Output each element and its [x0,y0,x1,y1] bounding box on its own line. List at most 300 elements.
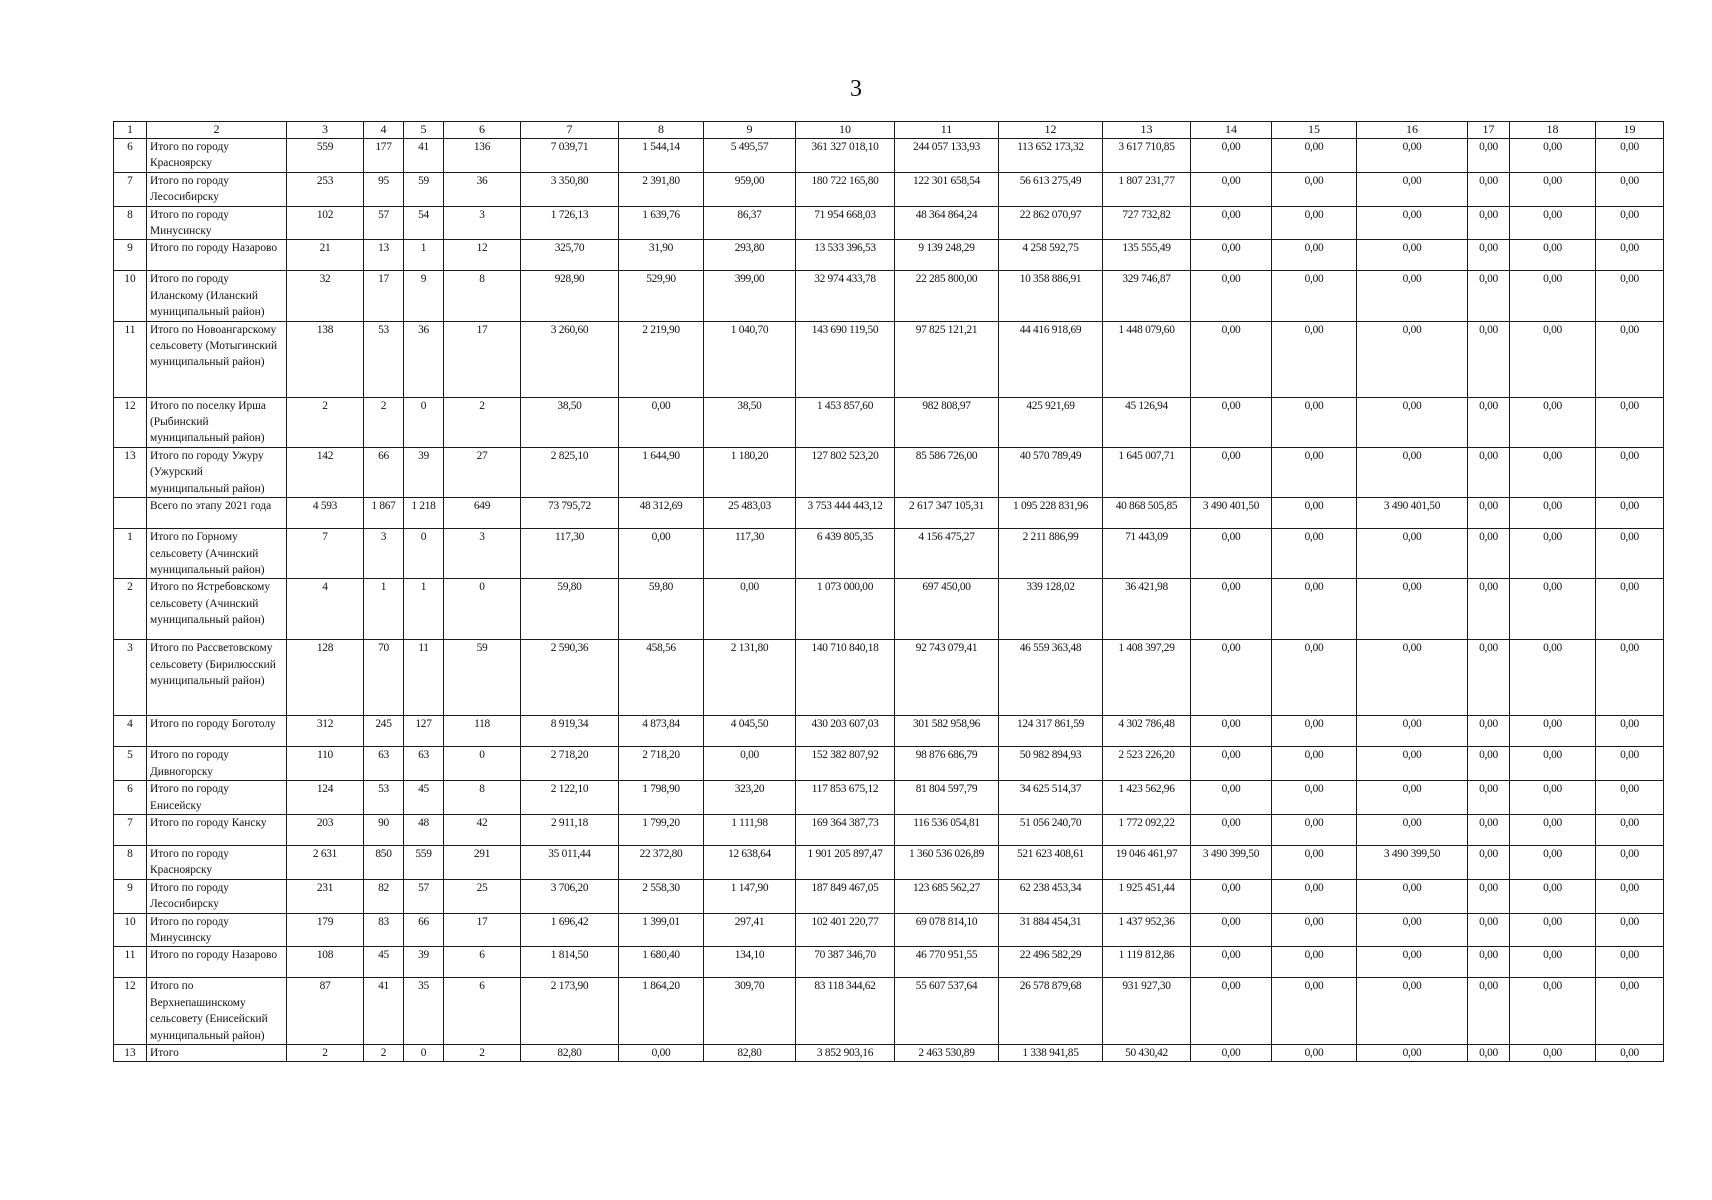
cell-col-8: 0,00 [619,1045,704,1062]
cell-col-12: 113 652 173,32 [999,139,1103,173]
column-header-10: 10 [796,122,895,139]
table-row [114,447,1664,497]
cell-col-9: 959,00 [704,172,796,206]
cell-col-16: 0,00 [1357,397,1468,447]
cell-col-6: 118 [444,716,521,747]
table-row [114,814,1664,845]
cell-col-3: 312 [287,716,364,747]
cell-col-14: 0,00 [1191,716,1272,747]
table-row [114,397,1664,447]
cell-col-19: 0,00 [1596,913,1664,947]
cell-col-15: 0,00 [1272,845,1357,879]
cell-col-7: 2 173,90 [521,978,619,1045]
row-number: 12 [114,397,147,447]
row-number: 1 [114,529,147,579]
column-header-16: 16 [1357,122,1468,139]
cell-col-8: 1 544,14 [619,139,704,173]
cell-col-3: 108 [287,947,364,978]
row-name: Итого [147,1045,287,1062]
cell-col-16: 0,00 [1357,879,1468,913]
table-row [114,978,1664,1045]
cell-col-4: 177 [364,139,404,173]
cell-col-12: 10 358 886,91 [999,271,1103,321]
row-name: Итого по Ястребовскому сельсовету (Ачинский муниципальный район) [147,579,287,640]
row-number: 5 [114,747,147,781]
cell-col-17: 0,00 [1468,879,1510,913]
cell-col-10: 83 118 344,62 [796,978,895,1045]
cell-col-12: 124 317 861,59 [999,716,1103,747]
cell-col-12: 22 862 070,97 [999,206,1103,240]
cell-col-6: 3 [444,206,521,240]
cell-col-11: 1 360 536 026,89 [895,845,999,879]
cell-col-5: 48 [404,814,444,845]
cell-col-9: 1 111,98 [704,814,796,845]
cell-col-11: 69 078 814,10 [895,913,999,947]
cell-col-16: 0,00 [1357,240,1468,271]
row-name: Итого по городу Ужуру (Ужурский муниципальный район) [147,447,287,497]
cell-col-3: 138 [287,321,364,397]
table-row [114,913,1664,947]
cell-col-12: 22 496 582,29 [999,947,1103,978]
cell-col-5: 559 [404,845,444,879]
cell-col-19: 0,00 [1596,240,1664,271]
cell-col-17: 0,00 [1468,397,1510,447]
table-body [114,139,1664,1062]
cell-col-10: 361 327 018,10 [796,139,895,173]
cell-col-8: 2 718,20 [619,747,704,781]
cell-col-17: 0,00 [1468,172,1510,206]
cell-col-11: 97 825 121,21 [895,321,999,397]
cell-col-17: 0,00 [1468,781,1510,815]
cell-col-6: 2 [444,397,521,447]
cell-col-10: 32 974 433,78 [796,271,895,321]
cell-col-19: 0,00 [1596,579,1664,640]
cell-col-5: 39 [404,947,444,978]
cell-col-14: 0,00 [1191,206,1272,240]
cell-col-5: 57 [404,879,444,913]
cell-col-18: 0,00 [1510,529,1596,579]
cell-col-13: 1 925 451,44 [1103,879,1191,913]
cell-col-4: 45 [364,947,404,978]
table-row [114,529,1664,579]
cell-col-8: 31,90 [619,240,704,271]
cell-col-10: 180 722 165,80 [796,172,895,206]
cell-col-13: 40 868 505,85 [1103,498,1191,529]
cell-col-5: 36 [404,321,444,397]
cell-col-7: 35 011,44 [521,845,619,879]
cell-col-14: 0,00 [1191,814,1272,845]
cell-col-19: 0,00 [1596,978,1664,1045]
cell-col-15: 0,00 [1272,978,1357,1045]
cell-col-12: 1 095 228 831,96 [999,498,1103,529]
cell-col-10: 143 690 119,50 [796,321,895,397]
cell-col-4: 245 [364,716,404,747]
table-row [114,1045,1664,1062]
cell-col-8: 458,56 [619,640,704,716]
cell-col-11: 81 804 597,79 [895,781,999,815]
cell-col-15: 0,00 [1272,321,1357,397]
cell-col-10: 3 852 903,16 [796,1045,895,1062]
cell-col-5: 66 [404,913,444,947]
cell-col-6: 27 [444,447,521,497]
column-number-row [114,122,1664,139]
cell-col-5: 9 [404,271,444,321]
cell-col-7: 38,50 [521,397,619,447]
cell-col-19: 0,00 [1596,781,1664,815]
row-name: Итого по городу Минусинску [147,913,287,947]
cell-col-16: 0,00 [1357,529,1468,579]
cell-col-13: 45 126,94 [1103,397,1191,447]
row-number: 10 [114,271,147,321]
cell-col-15: 0,00 [1272,240,1357,271]
cell-col-15: 0,00 [1272,498,1357,529]
cell-col-7: 2 825,10 [521,447,619,497]
cell-col-17: 0,00 [1468,271,1510,321]
cell-col-14: 0,00 [1191,139,1272,173]
cell-col-7: 928,90 [521,271,619,321]
table-row [114,640,1664,716]
cell-col-3: 4 [287,579,364,640]
row-number: 7 [114,814,147,845]
cell-col-16: 0,00 [1357,814,1468,845]
cell-col-7: 2 718,20 [521,747,619,781]
table-row [114,172,1664,206]
row-name: Итого по городу Лесосибирску [147,172,287,206]
cell-col-3: 4 593 [287,498,364,529]
cell-col-7: 2 122,10 [521,781,619,815]
cell-col-5: 0 [404,529,444,579]
cell-col-18: 0,00 [1510,640,1596,716]
cell-col-10: 169 364 387,73 [796,814,895,845]
cell-col-6: 291 [444,845,521,879]
cell-col-8: 529,90 [619,271,704,321]
cell-col-12: 339 128,02 [999,579,1103,640]
row-name: Итого по городу Иланскому (Иланский муниципальный район) [147,271,287,321]
cell-col-16: 0,00 [1357,447,1468,497]
cell-col-17: 0,00 [1468,447,1510,497]
cell-col-17: 0,00 [1468,321,1510,397]
column-header-13: 13 [1103,122,1191,139]
row-number: 11 [114,947,147,978]
cell-col-15: 0,00 [1272,640,1357,716]
cell-col-12: 44 416 918,69 [999,321,1103,397]
cell-col-8: 1 680,40 [619,947,704,978]
cell-col-18: 0,00 [1510,139,1596,173]
cell-col-18: 0,00 [1510,913,1596,947]
cell-col-15: 0,00 [1272,716,1357,747]
cell-col-6: 0 [444,579,521,640]
cell-col-8: 4 873,84 [619,716,704,747]
cell-col-16: 0,00 [1357,781,1468,815]
cell-col-4: 1 867 [364,498,404,529]
column-header-7: 7 [521,122,619,139]
cell-col-4: 95 [364,172,404,206]
cell-col-15: 0,00 [1272,814,1357,845]
cell-col-13: 1 807 231,77 [1103,172,1191,206]
row-number: 8 [114,845,147,879]
row-name: Итого по поселку Ирша (Рыбинский муниципальный район) [147,397,287,447]
cell-col-6: 0 [444,747,521,781]
cell-col-9: 297,41 [704,913,796,947]
cell-col-19: 0,00 [1596,947,1664,978]
cell-col-11: 9 139 248,29 [895,240,999,271]
cell-col-5: 39 [404,447,444,497]
cell-col-5: 45 [404,781,444,815]
cell-col-19: 0,00 [1596,747,1664,781]
cell-col-16: 0,00 [1357,640,1468,716]
row-number: 12 [114,978,147,1045]
row-number: 9 [114,879,147,913]
cell-col-3: 7 [287,529,364,579]
row-name: Итого по городу Лесосибирску [147,879,287,913]
cell-col-11: 697 450,00 [895,579,999,640]
cell-col-9: 134,10 [704,947,796,978]
cell-col-7: 3 706,20 [521,879,619,913]
cell-col-14: 0,00 [1191,978,1272,1045]
cell-col-11: 301 582 958,96 [895,716,999,747]
cell-col-7: 1 696,42 [521,913,619,947]
row-number: 6 [114,781,147,815]
cell-col-3: 231 [287,879,364,913]
cell-col-5: 127 [404,716,444,747]
cell-col-3: 21 [287,240,364,271]
cell-col-13: 1 645 007,71 [1103,447,1191,497]
cell-col-14: 0,00 [1191,172,1272,206]
cell-col-9: 1 147,90 [704,879,796,913]
cell-col-6: 42 [444,814,521,845]
cell-col-19: 0,00 [1596,498,1664,529]
cell-col-6: 25 [444,879,521,913]
cell-col-15: 0,00 [1272,397,1357,447]
cell-col-11: 4 156 475,27 [895,529,999,579]
cell-col-13: 36 421,98 [1103,579,1191,640]
cell-col-13: 1 437 952,36 [1103,913,1191,947]
cell-col-17: 0,00 [1468,845,1510,879]
row-name: Итого по городу Дивногорску [147,747,287,781]
cell-col-9: 117,30 [704,529,796,579]
cell-col-18: 0,00 [1510,579,1596,640]
table-row [114,240,1664,271]
cell-col-5: 63 [404,747,444,781]
row-number: 6 [114,139,147,173]
cell-col-14: 3 490 401,50 [1191,498,1272,529]
row-number: 2 [114,579,147,640]
cell-col-11: 2 617 347 105,31 [895,498,999,529]
row-number: 11 [114,321,147,397]
cell-col-9: 25 483,03 [704,498,796,529]
cell-col-6: 8 [444,781,521,815]
cell-col-6: 6 [444,947,521,978]
page-number: 3 [850,76,862,102]
cell-col-3: 559 [287,139,364,173]
cell-col-6: 36 [444,172,521,206]
cell-col-13: 19 046 461,97 [1103,845,1191,879]
cell-col-4: 17 [364,271,404,321]
cell-col-9: 38,50 [704,397,796,447]
row-name: Итого по городу Минусинску [147,206,287,240]
cell-col-18: 0,00 [1510,781,1596,815]
cell-col-8: 0,00 [619,529,704,579]
cell-col-4: 1 [364,579,404,640]
cell-col-4: 63 [364,747,404,781]
cell-col-16: 3 490 401,50 [1357,498,1468,529]
cell-col-18: 0,00 [1510,947,1596,978]
cell-col-6: 8 [444,271,521,321]
cell-col-18: 0,00 [1510,498,1596,529]
cell-col-7: 2 590,36 [521,640,619,716]
cell-col-7: 3 350,80 [521,172,619,206]
cell-col-6: 3 [444,529,521,579]
cell-col-8: 1 864,20 [619,978,704,1045]
cell-col-8: 1 799,20 [619,814,704,845]
cell-col-4: 3 [364,529,404,579]
cell-col-11: 48 364 864,24 [895,206,999,240]
cell-col-3: 203 [287,814,364,845]
cell-col-6: 649 [444,498,521,529]
cell-col-11: 116 536 054,81 [895,814,999,845]
cell-col-3: 87 [287,978,364,1045]
cell-col-10: 187 849 467,05 [796,879,895,913]
cell-col-19: 0,00 [1596,321,1664,397]
row-name: Итого по городу Назарово [147,947,287,978]
cell-col-17: 0,00 [1468,579,1510,640]
cell-col-9: 0,00 [704,747,796,781]
cell-col-19: 0,00 [1596,447,1664,497]
table-row [114,716,1664,747]
cell-col-17: 0,00 [1468,1045,1510,1062]
cell-col-4: 66 [364,447,404,497]
row-number: 13 [114,1045,147,1062]
cell-col-15: 0,00 [1272,206,1357,240]
column-header-11: 11 [895,122,999,139]
cell-col-7: 82,80 [521,1045,619,1062]
row-name: Итого по городу Енисейску [147,781,287,815]
cell-col-7: 1 726,13 [521,206,619,240]
cell-col-5: 0 [404,397,444,447]
cell-col-3: 2 631 [287,845,364,879]
cell-col-12: 521 623 408,61 [999,845,1103,879]
cell-col-7: 8 919,34 [521,716,619,747]
row-name: Итого по городу Назарово [147,240,287,271]
cell-col-10: 1 901 205 897,47 [796,845,895,879]
cell-col-19: 0,00 [1596,814,1664,845]
cell-col-16: 0,00 [1357,978,1468,1045]
cell-col-4: 2 [364,1045,404,1062]
cell-col-18: 0,00 [1510,845,1596,879]
cell-col-9: 293,80 [704,240,796,271]
cell-col-17: 0,00 [1468,640,1510,716]
cell-col-4: 70 [364,640,404,716]
registry-table [113,121,1664,1062]
cell-col-16: 0,00 [1357,321,1468,397]
cell-col-10: 6 439 805,35 [796,529,895,579]
cell-col-18: 0,00 [1510,172,1596,206]
cell-col-17: 0,00 [1468,498,1510,529]
cell-col-12: 1 338 941,85 [999,1045,1103,1062]
cell-col-11: 2 463 530,89 [895,1045,999,1062]
cell-col-17: 0,00 [1468,139,1510,173]
cell-col-10: 13 533 396,53 [796,240,895,271]
cell-col-19: 0,00 [1596,271,1664,321]
cell-col-11: 85 586 726,00 [895,447,999,497]
cell-col-8: 1 399,01 [619,913,704,947]
cell-col-6: 17 [444,913,521,947]
cell-col-15: 0,00 [1272,271,1357,321]
cell-col-11: 55 607 537,64 [895,978,999,1045]
cell-col-18: 0,00 [1510,271,1596,321]
cell-col-9: 309,70 [704,978,796,1045]
cell-col-15: 0,00 [1272,947,1357,978]
cell-col-19: 0,00 [1596,845,1664,879]
row-number: 7 [114,172,147,206]
cell-col-8: 1 798,90 [619,781,704,815]
row-number: 8 [114,206,147,240]
cell-col-8: 2 219,90 [619,321,704,397]
cell-col-18: 0,00 [1510,397,1596,447]
cell-col-15: 0,00 [1272,529,1357,579]
cell-col-10: 70 387 346,70 [796,947,895,978]
cell-col-16: 0,00 [1357,139,1468,173]
cell-col-10: 117 853 675,12 [796,781,895,815]
cell-col-5: 54 [404,206,444,240]
cell-col-7: 59,80 [521,579,619,640]
cell-col-7: 1 814,50 [521,947,619,978]
cell-col-5: 1 [404,579,444,640]
table-row [114,321,1664,397]
cell-col-17: 0,00 [1468,529,1510,579]
cell-col-3: 2 [287,397,364,447]
column-header-6: 6 [444,122,521,139]
cell-col-18: 0,00 [1510,240,1596,271]
cell-col-11: 46 770 951,55 [895,947,999,978]
cell-col-10: 71 954 668,03 [796,206,895,240]
cell-col-5: 1 [404,240,444,271]
cell-col-8: 0,00 [619,397,704,447]
cell-col-14: 0,00 [1191,447,1272,497]
cell-col-10: 430 203 607,03 [796,716,895,747]
cell-col-12: 51 056 240,70 [999,814,1103,845]
cell-col-19: 0,00 [1596,397,1664,447]
row-name: Итого по Верхнепашинскому сельсовету (Енисейский муниципальный район) [147,978,287,1045]
row-name: Всего по этапу 2021 года [147,498,287,529]
cell-col-15: 0,00 [1272,747,1357,781]
cell-col-10: 127 802 523,20 [796,447,895,497]
cell-col-14: 0,00 [1191,640,1272,716]
cell-col-14: 0,00 [1191,240,1272,271]
cell-col-3: 102 [287,206,364,240]
cell-col-18: 0,00 [1510,814,1596,845]
cell-col-5: 41 [404,139,444,173]
cell-col-11: 982 808,97 [895,397,999,447]
cell-col-7: 325,70 [521,240,619,271]
cell-col-12: 62 238 453,34 [999,879,1103,913]
cell-col-15: 0,00 [1272,781,1357,815]
cell-col-7: 3 260,60 [521,321,619,397]
cell-col-15: 0,00 [1272,879,1357,913]
cell-col-8: 2 391,80 [619,172,704,206]
cell-col-10: 102 401 220,77 [796,913,895,947]
cell-col-16: 0,00 [1357,271,1468,321]
column-header-4: 4 [364,122,404,139]
cell-col-13: 727 732,82 [1103,206,1191,240]
column-header-8: 8 [619,122,704,139]
cell-col-4: 57 [364,206,404,240]
cell-col-12: 56 613 275,49 [999,172,1103,206]
cell-col-8: 1 639,76 [619,206,704,240]
cell-col-5: 1 218 [404,498,444,529]
cell-col-15: 0,00 [1272,139,1357,173]
cell-col-15: 0,00 [1272,913,1357,947]
